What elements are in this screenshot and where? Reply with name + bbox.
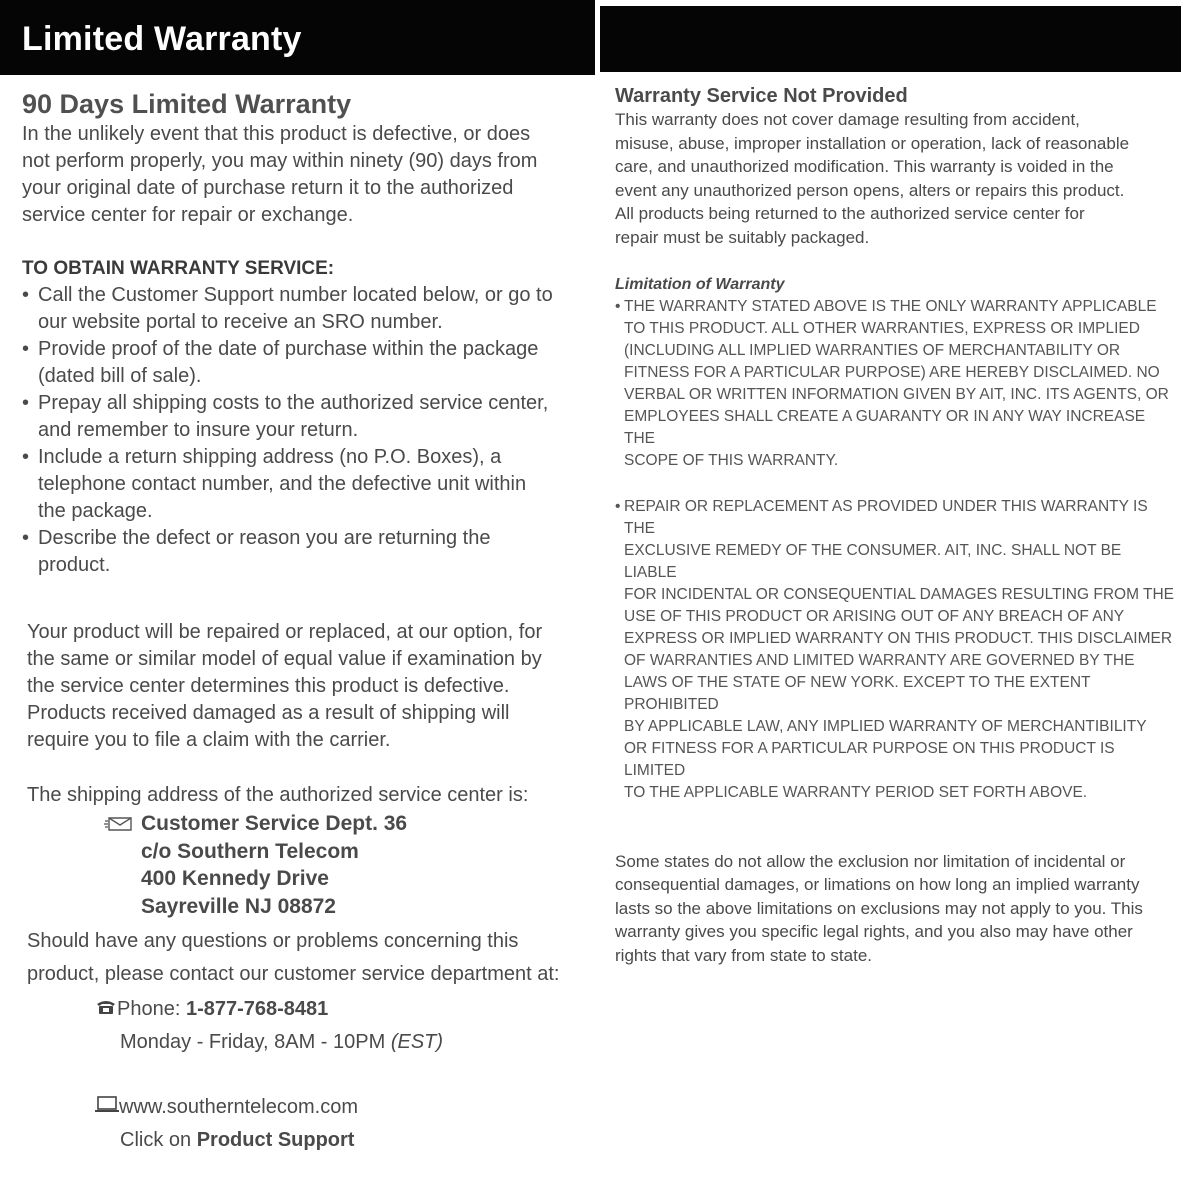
phone-block [22, 993, 590, 1059]
list-item [22, 444, 590, 525]
text-line: USE OF THIS PRODUCT OR ARISING OUT OF ANY BREACH OF ANY [624, 607, 1125, 625]
address-line: Customer Service Dept. 36 [141, 812, 408, 835]
text-line: OR FITNESS FOR A PARTICULAR PURPOSE ON THIS PRODUCT IS LIMITED [624, 739, 1115, 779]
text-line: FITNESS FOR A PARTICULAR PURPOSE) ARE HEREBY DISCLAIMED. NO [624, 363, 1160, 381]
text-line: service center for repair or exchange. [22, 204, 354, 226]
right-column [615, 84, 1175, 968]
text-line: • Include a return shipping address (no P.O. Boxes), a [38, 446, 502, 468]
text-line: (INCLUDING ALL IMPLIED WARRANTIES OF MERCHANTABILITY OR [624, 341, 1121, 359]
list-item [22, 525, 590, 579]
text-line: event any unauthorized person opens, alters or repairs this product. [615, 180, 1125, 200]
text-line: SCOPE OF THIS WARRANTY. [624, 451, 839, 469]
text-line: consequential damages, or limations on how long an implied warranty [615, 875, 1140, 895]
hours-timezone: (EST) [390, 1031, 444, 1054]
list-item [22, 282, 590, 336]
text-line: • REPAIR OR REPLACEMENT AS PROVIDED UNDER THIS WARRANTY IS THE [624, 497, 1148, 537]
web-block [22, 1091, 590, 1157]
text-line: All products being returned to the authorized service center for [615, 204, 1085, 224]
list-item [615, 496, 1175, 804]
obtain-service-list [22, 282, 590, 579]
phone-line [95, 993, 590, 1026]
text-line: our website portal to receive an SRO number. [38, 311, 443, 333]
text-line: Should have any questions or problems concerning this [27, 930, 519, 952]
text-line: LAWS OF THE STATE OF NEW YORK. EXCEPT TO THE EXTENT PROHIBITED [624, 673, 1091, 713]
text-line: the same or similar model of equal value if examination by [27, 648, 542, 670]
text-line: misuse, abuse, improper installation or operation, lack of reasonable [615, 133, 1130, 153]
text-line: care, and unauthorized modification. This warranty is voided in the [615, 157, 1114, 177]
page-title: Limited Warranty [22, 20, 302, 58]
text-line: • Prepay all shipping costs to the authorized service center, [38, 392, 549, 414]
states-paragraph [615, 850, 1175, 968]
address-line: 400 Kennedy Drive [141, 867, 329, 890]
product-support-link[interactable]: Product Support [196, 1129, 355, 1152]
text-line: (dated bill of sale). [38, 365, 202, 387]
website-link[interactable]: www.southerntelecom.com [119, 1096, 358, 1119]
list-item [22, 390, 590, 444]
text-line: EMPLOYEES SHALL CREATE A GUARANTY OR IN ANY WAY INCREASE THE [624, 407, 1146, 447]
list-item [22, 336, 590, 390]
intro-paragraph [22, 121, 590, 229]
text-line: EXPRESS OR IMPLIED WARRANTY ON THIS PRODUCT. THIS DISCLAIMER [624, 629, 1173, 647]
text-line: • Call the Customer Support number located below, or go to [38, 284, 553, 306]
text-line: the service center determines this product is defective. [27, 675, 510, 697]
list-item [615, 296, 1175, 472]
hours-text: Monday - Friday, 8AM - 10PM [120, 1031, 391, 1054]
website-line [95, 1091, 590, 1124]
header-bar-left [0, 0, 595, 75]
text-line: your original date of purchase return it to the authorized [22, 177, 514, 199]
legal-list [615, 296, 1175, 804]
address-line: Sayreville NJ 08872 [141, 894, 336, 918]
laptop-icon [95, 1091, 119, 1124]
shipping-intro: The shipping address of the authorized service center is: [27, 784, 529, 806]
text-line: • Describe the defect or reason you are returning the [38, 527, 491, 549]
text-line: VERBAL OR WRITTEN INFORMATION GIVEN BY AIT, INC. ITS AGENTS, OR [624, 385, 1169, 403]
text-line: FOR INCIDENTAL OR CONSEQUENTIAL DAMAGES RESULTING FROM THE [624, 585, 1175, 603]
warranty-heading: 90 Days Limited Warranty [22, 89, 352, 119]
text-line: the package. [38, 500, 153, 522]
text-line: OF WARRANTIES AND LIMITED WARRANTY ARE GOVERNED BY THE [624, 651, 1135, 669]
text-line: not perform properly, you may within ninety (90) days from [22, 150, 538, 172]
text-line: This warranty does not cover damage resulting from accident, [615, 110, 1080, 129]
address-line: c/o Southern Telecom [141, 839, 359, 863]
text-line: lasts so the above limitations on exclusions may not apply to you. This [615, 898, 1143, 918]
text-line: repair must be suitably packaged. [615, 227, 870, 247]
click-prefix: Click on [120, 1129, 197, 1152]
not-provided-paragraph [615, 108, 1175, 250]
text-line: Your product will be repaired or replaced, at our option, for [27, 621, 543, 643]
text-line: rights that vary from state to state. [615, 945, 872, 965]
click-line [95, 1124, 590, 1157]
phone-label: Phone: [117, 998, 186, 1020]
envelope-icon [104, 814, 136, 837]
text-line: TO THIS PRODUCT. ALL OTHER WARRANTIES, EXPRESS OR IMPLIED [624, 319, 1140, 337]
text-line: require you to file a claim with the carrier. [27, 729, 391, 751]
text-line: In the unlikely event that this product is defective, or does [22, 123, 531, 145]
text-line: telephone contact number, and the defective unit within [38, 473, 527, 495]
phone-number[interactable]: 1-877-768-8481 [185, 998, 329, 1020]
text-line: product. [38, 554, 111, 576]
text-line: BY APPLICABLE LAW, ANY IMPLIED WARRANTY OF MERCHANTIBILITY [624, 717, 1147, 735]
left-column [22, 88, 590, 1157]
contact-paragraph [22, 925, 590, 991]
text-line: product, please contact our customer service department at: [27, 963, 560, 985]
text-line: Some states do not allow the exclusion nor limitation of incidental or [615, 851, 1126, 871]
hours-line [95, 1026, 590, 1059]
text-line: • THE WARRANTY STATED ABOVE IS THE ONLY WARRANTY APPLICABLE [624, 297, 1157, 315]
text-line: and remember to insure your return. [38, 419, 359, 441]
header-bar-right [600, 6, 1181, 72]
text-line: • Provide proof of the date of purchase within the package [38, 338, 539, 360]
obtain-service-heading: TO OBTAIN WARRANTY SERVICE: [22, 258, 335, 279]
text-line: Products received damaged as a result of shipping will [27, 702, 510, 724]
text-line: warranty gives you specific legal rights, and you also may have other [615, 922, 1133, 942]
phone-icon [95, 993, 117, 1026]
text-line: TO THE APPLICABLE WARRANTY PERIOD SET FORTH ABOVE. [624, 783, 1088, 801]
not-provided-heading: Warranty Service Not Provided [615, 85, 908, 107]
limitation-heading: Limitation of Warranty [615, 275, 785, 293]
service-address [22, 810, 590, 920]
repair-paragraph [22, 619, 590, 754]
text-line: EXCLUSIVE REMEDY OF THE CONSUMER. AIT, INC. SHALL NOT BE LIABLE [624, 541, 1122, 581]
